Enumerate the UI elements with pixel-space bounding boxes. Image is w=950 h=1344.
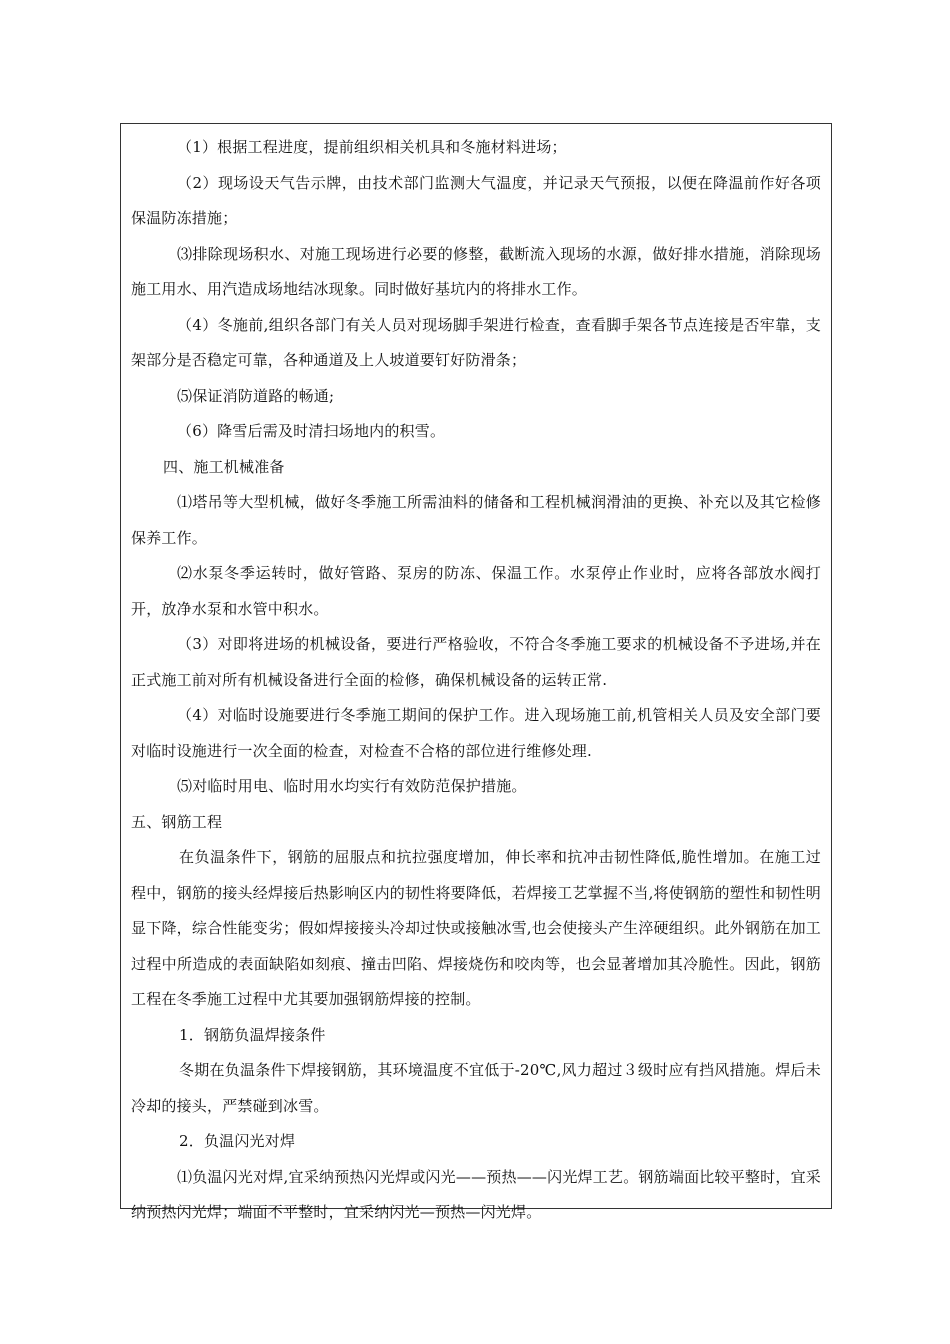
paragraph-12: 在负温条件下，钢筋的屈服点和抗拉强度增加，伸长率和抗冲击韧性降低,脆性增加。在施工过程中，钢筋的接头经焊接后热影响区内的韧性将要降低，若焊接工艺掌握不当,将使钢筋的塑性和韧性明显下降，综合性能变劣；假如焊接接头冷却过快或接触冰雪,也会使接头产生淬硬组织。此外钢筋在加工过程中所造成的表面缺陷如刻痕、撞击凹陷、焊接烧伤和咬肉等，也会显著增加其冷脆性。因此，钢筋工程在冬季施工过程中尤其要加强钢筋焊接的控制。	[131, 848, 821, 1008]
paragraph-2: （2）现场设天气告示牌，由技术部门监测大气温度，并记录天气预报，以便在降温前作好各项保温防冻措施；	[131, 173, 821, 227]
paragraph-3: ⑶排除现场积水、对施工现场进行必要的修整，截断流入现场的水源，做好排水措施，消除现场施工用水、用汽造成场地结冰现象。同时做好基坑内的将排水工作。	[131, 244, 821, 298]
paragraph-8: ⑵水泵冬季运转时，做好管路、泵房的防冻、保温工作。水泵停止作业时，应将各部放水阀打开，放净水泵和水管中积水。	[131, 564, 821, 618]
subheading-2: 2．负温闪光对焊	[179, 1132, 296, 1150]
paragraph-1: （1）根据工程进度，提前组织相关机具和冬施材料进场；	[177, 138, 567, 156]
paragraph-7: ⑴塔吊等大型机械，做好冬季施工所需油料的储备和工程机械润滑油的更换、补充以及其它检修保养工作。	[131, 493, 821, 547]
paragraph-9: （3）对即将进场的机械设备，要进行严格验收，不符合冬季施工要求的机械设备不予进场,并在正式施工前对所有机械设备进行全面的检修，确保机械设备的运转正常.	[131, 635, 821, 689]
paragraph-14: ⑴负温闪光对焊,宜采纳预热闪光焊或闪光——预热——闪光焊工艺。钢筋端面比较平整时，宜采纳预热闪光焊；端面不平整时，宜采纳闪光—预热—闪光焊。	[131, 1167, 821, 1221]
paragraph-11: ⑸对临时用电、临时用水均实行有效防范保护措施。	[177, 777, 527, 795]
subheading-1: 1．钢筋负温焊接条件	[179, 1025, 326, 1044]
section-heading-4: 四、施工机械准备	[163, 457, 285, 476]
paragraph-5: ⑸保证消防道路的畅通;	[177, 386, 335, 405]
document-frame	[120, 123, 832, 1221]
paragraph-10: （4）对临时设施要进行冬季施工期间的保护工作。进入现场施工前,机管相关人员及安全部门要对临时设施进行一次全面的检查，对检查不合格的部位进行维修处理.	[131, 706, 821, 760]
paragraph-13: 冬期在负温条件下焊接钢筋，其环境温度不宜低于-20℃,风力超过３级时应有挡风措施。焊后未冷却的接头，严禁碰到冰雪。	[131, 1061, 821, 1115]
paragraph-6: （6）降雪后需及时清扫场地内的积雪。	[177, 422, 446, 440]
section-heading-5: 五、钢筋工程	[131, 812, 223, 831]
paragraph-4: （4）冬施前,组织各部门有关人员对现场脚手架进行检查，查看脚手架各节点连接是否牢靠，支架部分是否稳定可靠，各种通道及上人坡道要钉好防滑条；	[131, 315, 821, 369]
